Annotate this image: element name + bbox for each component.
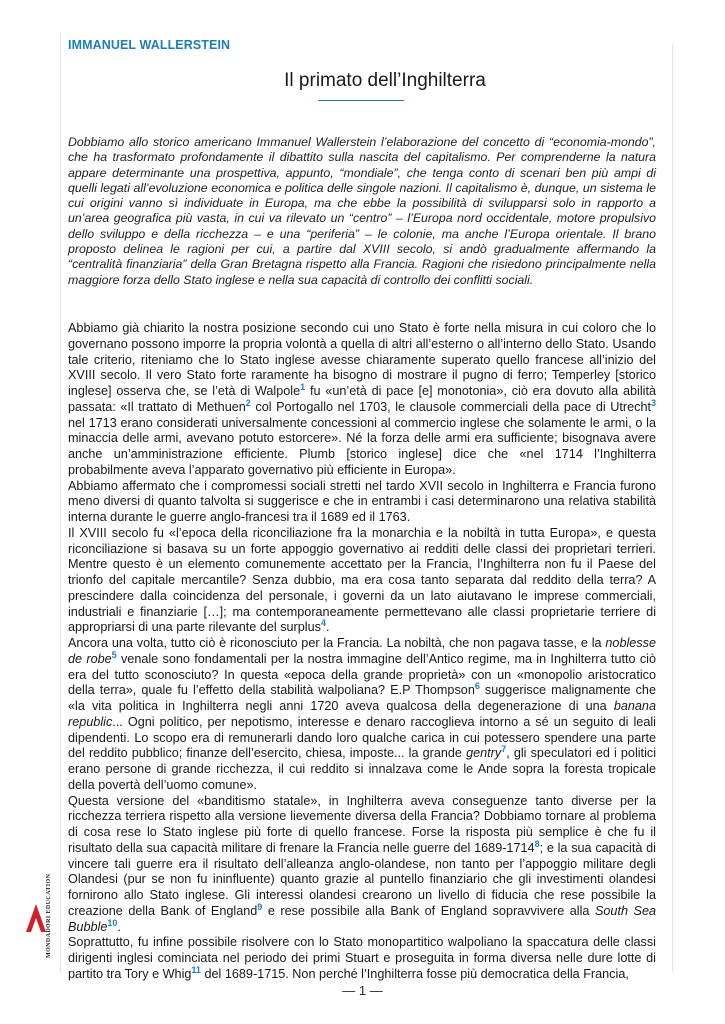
title-underline (318, 100, 404, 101)
footnote-ref-2[interactable]: 2 (245, 397, 251, 408)
footnote-ref-5[interactable]: 5 (111, 649, 117, 660)
publisher-name: MONDADORI EDUCATION (46, 873, 52, 958)
paragraph-1: Abbiamo già chiarito la nostra posizione secondo cui uno Stato è forte nella misura in cui coloro che lo governano possono imporre la propria volontà a quella di altri all’esterno o all’interno dello Stato. Usando tale criterio, riteniamo che lo Stato inglese avesse chiaramente superato quello francese all’inizio del XVIII secolo. Il vero Stato forte raramente ha bisogno di mostrare il pugno di ferro; Temperley [storico inglese] osserva che, se l’età di Walpole$^1$ fu «un’età di pace [e] monotonia», ciò era dovuto alla abilità passata: «Il trattato di Methuen$^2$ col Portogallo nel 1703, le clausole commerciali della pace di Utrecht$^3$ nel 1713 erano considerati universalmente concessioni al commercio inglese che solamente le armi, o la minaccia delle armi, avevano potuto estorcere». Né la forza delle armi era sufficiente; bisognava avere anche un’amministrazione efficiente. Plumb [storico inglese] dice che «nel 1714 l’Inghilterra probabilmente aveva l’apparato governativo più efficiente in Europa». (68, 321, 656, 477)
paragraph-3: Il XVIII secolo fu «l’epoca della riconciliazione fra la monarchia e la nobiltà in tutta Europa», e questa riconciliazione si basava su un forte appoggio governativo ai redditi delle classi dei proprietari terrieri. Mentre questo è un elemento comunemente accettato per la Francia, l’Inghilterra non fu il Paese del trionfo del capitale mercantile? Senza dubbio, ma era cosa tanto separata dal reddito della terra? A prescindere dalla coincidenza del personale, i governi da un lato aiutavano le imprese commerciali, industriali e finanziarie […]; ma contemporaneamente permettevano alle classi proprietarie terriere di appropriarsi di una parte rilevante del surplus$^4$. (68, 525, 656, 635)
right-margin-rule (672, 44, 673, 972)
intro-paragraph: Dobbiamo allo storico americano Immanuel Wallerstein l’elaborazione del concetto di “economia-mondo”, che ha trasformato profondamente il dibattito sulla nascita del capitalismo. Per comprenderne la natura appare determinante una prospettiva, appunto, “mondiale”, che tenga conto di scenari ben più ampi di quelli legati all’evoluzione economica e politica delle singole nazioni. Il capitalismo è, dunque, un sistema le cui origini vanno sì individuate in Europa, ma che ebbe la possibilità di svilupparsi solo in rapporto a un’area geografica più vasta, in cui va rilevato un “centro” – l’Europa nord occidentale, motore propulsivo dello sviluppo e della ricchezza – e una “periferia” – le colonie, ma anche l’Europa orientale. Il brano proposto delinea le ragioni per cui, a partire dal XVIII secolo, si andò gradualmente affermando la “centralità finanziaria” della Gran Bretagna rispetto alla Francia. Ragioni che risiedono principalmente nella maggiore forza dello Stato inglese e nella sua capacità di controllo dei conflitti sociali. (68, 135, 656, 287)
footnote-ref-1[interactable]: 1 (300, 381, 306, 392)
author-heading: IMMANUEL WALLERSTEIN (68, 38, 231, 52)
footnote-ref-7[interactable]: 7 (501, 744, 507, 755)
paragraph-6: Soprattutto, fu infine possibile risolvere con lo Stato monopartitico walpoliano la spaccatura delle classi dirigenti inglesi cominciata nel periodo dei primi Stuart e proseguita in forma diversa nelle dure lotte di partito tra Tory e Whig$^{11}$ del 1689-1715. Non perché l’Inghilterra fosse più democratica della Francia, (68, 935, 656, 981)
main-text (68, 321, 656, 983)
left-margin-rule (60, 32, 61, 972)
page-title: Il primato dell’Inghilterra (284, 70, 486, 91)
footnote-ref-11[interactable]: 11 (191, 964, 201, 975)
footnote-ref-3[interactable]: 3 (650, 397, 656, 408)
paragraph-5: Questa versione del «banditismo statale», in Inghilterra aveva conseguenze tanto diverse per la ricchezza terriera rispetto alla versione lievemente diversa della Francia? Dobbiamo tornare al problema di cosa rese lo Stato inglese più forte di quello francese. Forse la risposta più semplice è che fu il risultato della sua capacità militare di frenare la Francia nelle guerre del 1689-1714$^8$; e la sua capacità di vincere tali guerre era il risultato dell’alleanza anglo-olandese, non tanto per l’appoggio militare degli Olandesi (pur se non fu ininfluente) quanto grazie al puntello finanziario che gli investimenti olandesi fornirono allo Stato inglese. Gli interessi olandesi crearono un livello di fiducia che rese possibile la creazione della Bank of England$^9$ e rese possibile alla Bank of England sopravvivere alla South Sea Bubble$^{10}$. (68, 793, 657, 934)
footnote-ref-6[interactable]: 6 (474, 681, 480, 692)
footnote-ref-10[interactable]: 10 (107, 917, 118, 928)
footnote-ref-8[interactable]: 8 (534, 838, 540, 849)
page-number: — 1 — (342, 983, 383, 998)
footnote-ref-9[interactable]: 9 (257, 901, 263, 912)
paragraph-4: Ancora una volta, tutto ciò è riconosciuto per la Francia. La nobiltà, che non pagava tasse, e la noblesse de robe$^5$ venale sono fondamentali per la nostra immagine dell’Antico regime, ma in Inghilterra tutto ciò era del tutto sconosciuto? In questa «epoca della grande proprietà» con un «monopolio aristocratico della terra», quale fu l’effetto della stabilità walpoliana? E.P Thompson$^6$ suggerisce malignamente che «la vita politica in Inghilterra negli anni 1720 aveva qualcosa della degenerazione di una banana republic... Ogni politico, per nepotismo, interesse e denaro raccoglieva intorno a sé un seguito di leali dipendenti. Lo scopo era di remunerarli dando loro qualche carica in cui potessero spendere una parte del reddito pubblico; finanze dell’esercito, chiesa, imposte... la grande gentry$^7$, gli speculatori ed i politici erano persone di grande ricchezza, il cui reddito si innalzava come le Ande sopra la foresta tropicale della povertà dell’uomo comune». (68, 636, 657, 792)
footnote-ref-4[interactable]: 4 (320, 618, 326, 629)
paragraph-2: Abbiamo affermato che i compromessi sociali stretti nel tardo XVII secolo in Inghilterra e Francia furono meno diversi di quanto talvolta si suggerisce e che in entrambi i casi determinarono una relativa stabilità interna durante le guerre anglo-francesi tra il 1689 ed il 1763. (68, 478, 656, 524)
